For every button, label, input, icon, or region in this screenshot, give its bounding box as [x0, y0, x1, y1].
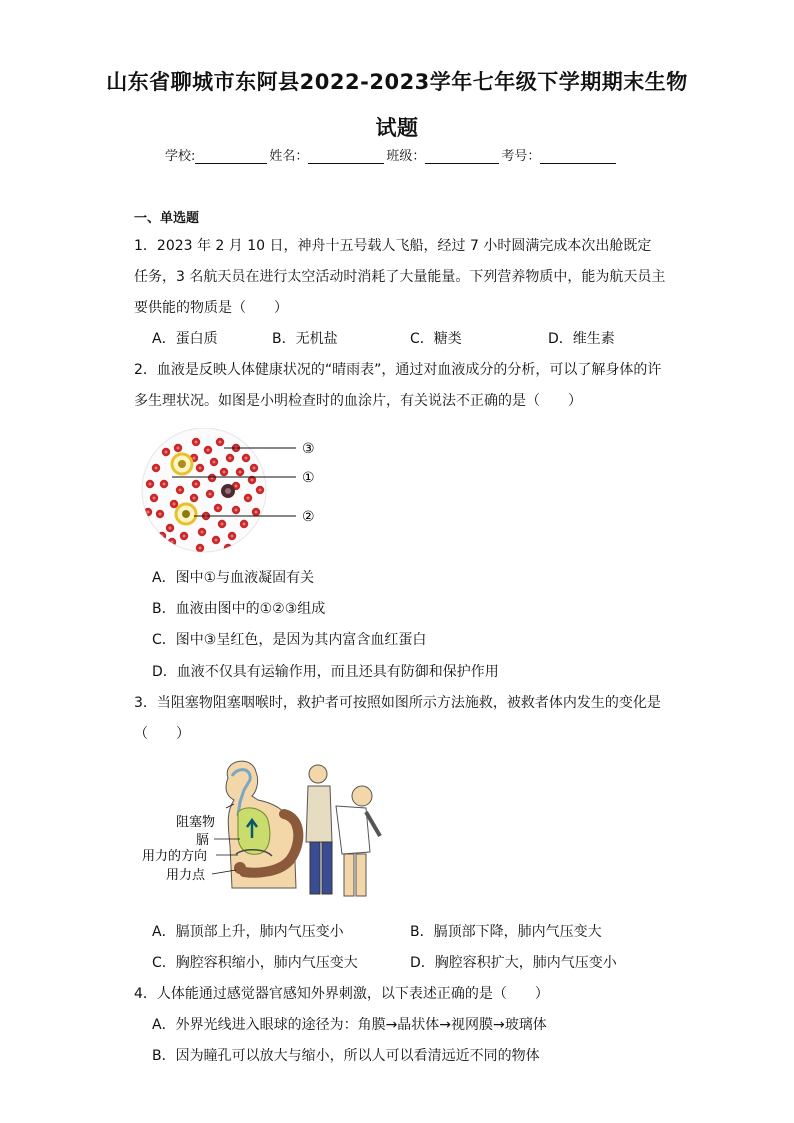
red-blood-cell-center [231, 535, 234, 538]
victim-person [336, 786, 380, 896]
red-blood-cell-center [153, 497, 156, 500]
label-3: ③ [302, 441, 315, 457]
red-blood-cell-center [247, 497, 250, 500]
red-blood-cell-center [235, 485, 238, 488]
label-2: ② [302, 509, 315, 525]
q4-option-a[interactable]: A．外界光线进入眼球的途径为：角膜→晶状体→视网膜→玻璃体 [152, 1017, 547, 1033]
red-blood-cell-center [259, 489, 262, 492]
red-blood-cell-center [147, 511, 150, 514]
red-blood-cell-center [193, 457, 196, 460]
red-blood-cell-center [221, 523, 224, 526]
fist-icon [234, 862, 246, 874]
red-blood-cell-center [155, 467, 158, 470]
label-diaphragm: 膈 [196, 833, 210, 848]
red-blood-cell-center [159, 513, 162, 516]
lung-icon [238, 808, 270, 854]
red-blood-cell-center [199, 547, 202, 550]
red-blood-cell-center [243, 523, 246, 526]
red-blood-cell-center [251, 479, 254, 482]
class-label: 班级： [386, 149, 426, 164]
label-blockage: 阻塞物 [176, 815, 216, 830]
q1-stem-line2: 任务，3 名航天员在进行太空活动时消耗了大量能量。下列营养物质中，能为航天员主 [134, 269, 666, 285]
label-force-direction: 用力的方向 [142, 849, 208, 864]
student-info-row [165, 145, 618, 164]
name-blank[interactable] [308, 149, 384, 164]
red-blood-cell-center [179, 489, 182, 492]
red-blood-cell-center [183, 535, 186, 538]
white-blood-cell-bottom [176, 504, 196, 524]
q2-option-a[interactable]: A．图中①与血液凝固有关 [152, 570, 315, 586]
q2-stem-line1: 2．血液是反映人体健康状况的“晴雨表”，通过对血液成分的分析，可以了解身体的许 [134, 362, 662, 378]
red-blood-cell-center [215, 539, 218, 542]
red-blood-cell-center [253, 467, 256, 470]
label-1: ① [302, 470, 315, 486]
document-title-line2: 试题 [375, 116, 419, 140]
red-blood-cell-center [255, 511, 258, 514]
red-blood-cell-center [169, 527, 172, 530]
red-blood-cell-center [163, 483, 166, 486]
white-blood-cell-top [172, 454, 192, 474]
red-blood-cell-center [245, 457, 248, 460]
red-blood-cell-center [171, 541, 174, 544]
red-blood-cell-center [165, 451, 168, 454]
q1-option-c[interactable]: C．糖类 [410, 331, 462, 347]
red-blood-cell [224, 544, 232, 552]
q2-stem-line2: 多生理状况。如图是小明检查时的血涂片，有关说法不正确的是（ ） [134, 393, 582, 409]
blood-smear-figure [136, 428, 326, 554]
red-blood-cell-center [195, 483, 198, 486]
white-blood-cell-center [221, 484, 235, 498]
red-blood-cell-center [199, 467, 202, 470]
red-blood-cell-center [173, 503, 176, 506]
name-label: 姓名： [269, 149, 309, 164]
school-blank[interactable] [195, 149, 267, 164]
red-blood-cell-center [213, 461, 216, 464]
q3-stem-line2: （ ） [134, 726, 190, 742]
q1-option-a[interactable]: A．蛋白质 [152, 331, 218, 347]
q2-option-b[interactable]: B．血液由图中的①②③组成 [152, 601, 326, 617]
rescuer-person [306, 765, 332, 894]
q3-option-b[interactable]: B．膈顶部下降，肺内气压变大 [410, 924, 602, 940]
red-blood-cell-center [209, 493, 212, 496]
red-blood-cell-center [217, 507, 220, 510]
document-title-line1: 山东省聊城市东阿县2022-2023学年七年级下学期期末生物 [106, 70, 688, 94]
red-blood-cell-center [235, 509, 238, 512]
red-blood-cell-center [239, 471, 242, 474]
label-force-point: 用力点 [166, 868, 206, 883]
school-label: 学校: [165, 149, 196, 164]
q3-option-c[interactable]: C．胸腔容积缩小，肺内气压变大 [152, 955, 358, 971]
red-blood-cell-center [195, 441, 198, 444]
red-blood-cell-center [201, 531, 204, 534]
q2-option-c[interactable]: C．图中③呈红色，是因为其内富含血红蛋白 [152, 632, 427, 648]
red-blood-cell-center [223, 471, 226, 474]
red-blood-cell-center [177, 447, 180, 450]
q4-option-b[interactable]: B．因为瞳孔可以放大与缩小，所以人可以看清远近不同的物体 [152, 1048, 540, 1064]
exam-number-label: 考号： [501, 149, 541, 164]
q1-stem-line1: 1．2023 年 2 月 10 日，神舟十五号载人飞船，经过 7 小时圆满完成本次出舱既定 [134, 238, 652, 254]
q3-stem-line1: 3．当阻塞物阻塞咽喉时，救护者可按照如图所示方法施救，被救者体内发生的变化是 [134, 695, 661, 711]
exam-number-blank[interactable] [540, 149, 616, 164]
section-heading-single-choice: 一、单选题 [134, 211, 200, 226]
red-blood-cell-center [149, 483, 152, 486]
q3-option-d[interactable]: D．胸腔容积扩大，肺内气压变小 [410, 955, 617, 971]
red-blood-cell-center [219, 441, 222, 444]
class-blank[interactable] [425, 149, 499, 164]
red-blood-cell-center [207, 449, 210, 452]
q2-option-d[interactable]: D．血液不仅具有运输作用，而且还具有防御和保护作用 [152, 664, 499, 680]
q1-option-d[interactable]: D．维生素 [548, 331, 615, 347]
q1-option-b[interactable]: B．无机盐 [272, 331, 338, 347]
red-blood-cell-center [193, 497, 196, 500]
q4-stem-line1: 4．人体能通过感觉器官感知外界刺激，以下表述正确的是（ ） [134, 986, 549, 1002]
q1-stem-line3: 要供能的物质是（ ） [134, 300, 288, 316]
q3-option-a[interactable]: A．膈顶部上升，肺内气压变小 [152, 924, 344, 940]
red-blood-cell-center [229, 457, 232, 460]
heimlich-figure [140, 756, 396, 900]
